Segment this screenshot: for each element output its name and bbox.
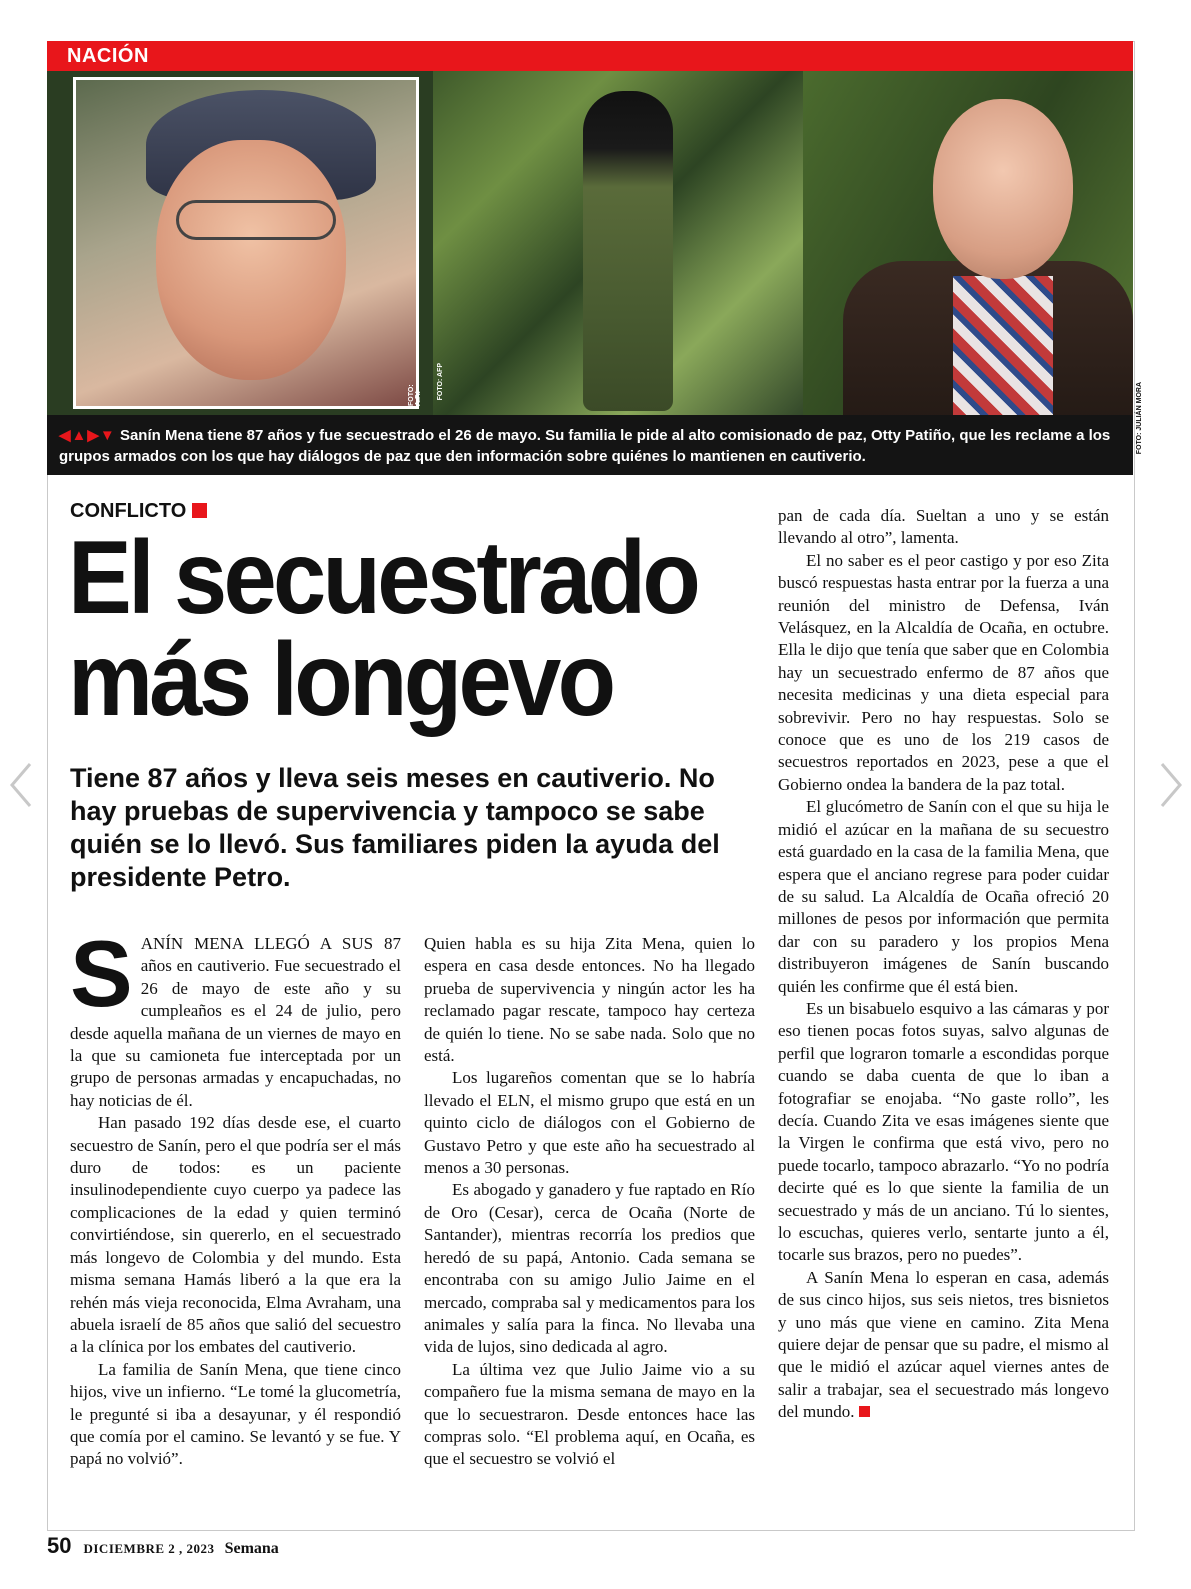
section-label: NACIÓN <box>67 45 149 67</box>
deck: Tiene 87 años y lleva seis meses en cautiverio. No hay pruebas de supervivencia y tampoco se sabe quién se lo llevó. Sus familiares piden la ayuda del presidente Petro. <box>70 763 720 892</box>
page-footer <box>47 1533 279 1559</box>
caption-markers: ◀▲▶▼ <box>59 427 116 444</box>
photo-credit-api: FOTO: A.P.I <box>408 384 422 406</box>
body-paragraph: Es un bisabuelo esquivo a las cámaras y por eso tienen pocas fotos suyas, salvo algunas de perfil que lograron tomarle a escondidas porque cuando se daba cuenta de que lo iban a fotografiar se enojaba. “No gaste rollo”, les decía. Cuando Zita ve esas imágenes siente que la Virgen le confirma que está vivo, pero no puede tocarlo, tampoco abrazarlo. “Yo no podría decirte qué es lo que siente la familia de un secuestrado y más de un anciano. Tú lo sientes, lo escuchas, quieres verlo, sentarte junto a él, tocarle sus brazos, pero no puedes”. <box>778 998 1109 1265</box>
headline-line-2: más longevo <box>68 622 613 738</box>
body-paragraph: El glucómetro de Sanín con el que su hija le midió el azúcar en la mañana de su secuestro está guardado en la casa de la familia Mena, que espera que el anciano regrese para poder cuidar de su salud. La Alcaldía de Ocaña ofreció 20 millones de pesos por información que permita dar con su paradero y los propios Mena distribuyeron imágenes de Sanín buscando quién les confirme que él está bien. <box>778 797 1109 996</box>
body-column-1 <box>70 921 401 1471</box>
body-paragraph: pan de cada día. Sueltan a uno y se están llevando al otro”, lamenta. <box>778 506 1109 548</box>
body-paragraph: La última vez que Julio Jaime vio a su compañero fue la misma semana de mayo en la que lo secuestraron. Desde entonces hace las compras solo. “El problema aquí, en Ocaña, es que el secuestro se volvió el <box>424 1359 755 1469</box>
glasses-shape <box>176 200 336 240</box>
paragraph-text: ANÍN MENA LLEGÓ A SUS 87 años en cautiverio. Fue secuestrado el 26 de mayo de este año y su cumpleaños es el 24 de julio, pero desde aquella mañana de un viernes de mayo en la que su camioneta fue interceptada por un grupo de personas armadas y encapuchadas, no hay noticias de él. <box>70 934 401 1110</box>
body-paragraph: Quien habla es su hija Zita Mena, quien lo espera en casa desde entonces. No ha llegado prueba de supervivencia y ningún actor les ha reclamado pagar rescate, tampoco hay certeza de quién lo tiene. No se sabe nada. Solo que no está. <box>424 934 755 1066</box>
body-paragraph: Los lugareños comentan que se lo habría llevado el ELN, el mismo grupo que está en un quinto ciclo de diálogos con el Gobierno de Gustavo Petro y que este año ha secuestrado al menos a 30 personas. <box>424 1068 755 1178</box>
kicker-label: CONFLICTO <box>70 500 187 522</box>
end-mark-icon <box>859 1406 870 1417</box>
photo-soldier-jungle <box>433 71 803 415</box>
body-paragraph-last <box>778 1267 1109 1424</box>
magazine-name: Semana <box>224 1540 279 1557</box>
caption-paragraph <box>59 425 1119 467</box>
body-paragraph: Es abogado y ganadero y fue raptado en Río de Oro (Cesar), cerca de Ocaña (Norte de Santander), mientras recorría los predios que heredó de su papá, Antonio. Cada semana se encontraba con su amigo Julio Jaime en el mercado, compraba sal y medicamentos para los animales y salía para la finca. No llevaba una vida de lujos, sino dedicada al agro. <box>424 1180 755 1357</box>
photo-credit-julian: FOTO: JULIÁN MORA <box>1136 382 1143 455</box>
body-column-3 <box>778 505 1109 1424</box>
body-paragraph: La familia de Sanín Mena, que tiene cinco hijos, vive un infierno. “Le tomé la glucometría, le pregunté si iba a desayunar, y él respondió que comía por el camino. Se levantó y se fue. Y papá no volvió”. <box>70 1359 401 1469</box>
body-paragraph: Han pasado 192 días desde ese, el cuarto secuestro de Sanín, pero el que podría ser el más duro de todos: es un paciente insulinodependiente cuyo cuerpo ya padece las complicaciones de la edad y quien terminó convirtiéndose, sin quererlo, en el secuestrado más longevo de Colombia y del mundo. Esta misma semana Hamás liberó a la que era la rehén más vieja reconocida, Elma Avraham, una abuela israelí de 85 años que salió del secuestro a la clínica por los embates del cautiverio. <box>70 1113 401 1357</box>
photo-sanin-mena <box>73 77 422 409</box>
kicker-square-icon <box>192 503 207 518</box>
body-paragraph <box>70 921 401 1112</box>
issue-date: DICIEMBRE 2 , 2023 <box>83 1541 215 1556</box>
caption-text: Sanín Mena tiene 87 años y fue secuestrado el 26 de mayo. Su familia le pide al alto comisionado de paz, Otty Patiño, que les reclame a los grupos armados con los que hay diálogos de paz que den información sobre quiénes lo mantienen en cautiverio. <box>59 427 1111 465</box>
chevron-left-icon <box>6 760 36 810</box>
drop-cap: S <box>70 921 133 1026</box>
shirt-shape <box>953 276 1053 415</box>
section-bar <box>47 41 1133 71</box>
headline-line-1: El secuestrado <box>68 520 698 636</box>
prev-page-button[interactable] <box>6 760 36 810</box>
soldier-shape <box>583 91 673 411</box>
photo-band <box>47 71 1133 415</box>
next-page-button[interactable] <box>1156 760 1186 810</box>
paragraph-text: A Sanín Mena lo esperan en casa, además de sus cinco hijos, sus seis nietos, tres bisnietos y uno más que viene en camino. Zita Mena quiere dejar de pensar que su padre, el mismo al que le midió el azúcar aquel viernes antes de salir a trabajar, sea el secuestrado más longevo del mundo. <box>778 1267 1109 1422</box>
body-column-2 <box>424 933 755 1471</box>
photo-credit-afp: FOTO: AFP <box>437 363 444 401</box>
headline <box>68 520 712 738</box>
photo-older-man <box>803 71 1133 415</box>
chevron-right-icon <box>1156 760 1186 810</box>
body-paragraph: El no saber es el peor castigo y por eso Zita buscó respuestas hasta entrar por la fuerza a una reunión del ministro de Defensa, Iván Velásquez, en la Alcaldía de Ocaña, en octubre. Ella le dijo que tenía que saber que en Colombia hay un secuestrado enfermo de 87 años que necesita medicinas y una dieta especial para sobrevivir. Pero no hay respuestas. Solo se conoce que es uno de los 219 casos de secuestros reportados en 2023, pese a que el Gobierno ondea la bandera de la paz total. <box>778 550 1109 794</box>
photo-caption <box>47 415 1133 475</box>
page-number: 50 <box>47 1533 72 1558</box>
face-shape <box>933 99 1073 279</box>
face-shape <box>156 140 346 380</box>
